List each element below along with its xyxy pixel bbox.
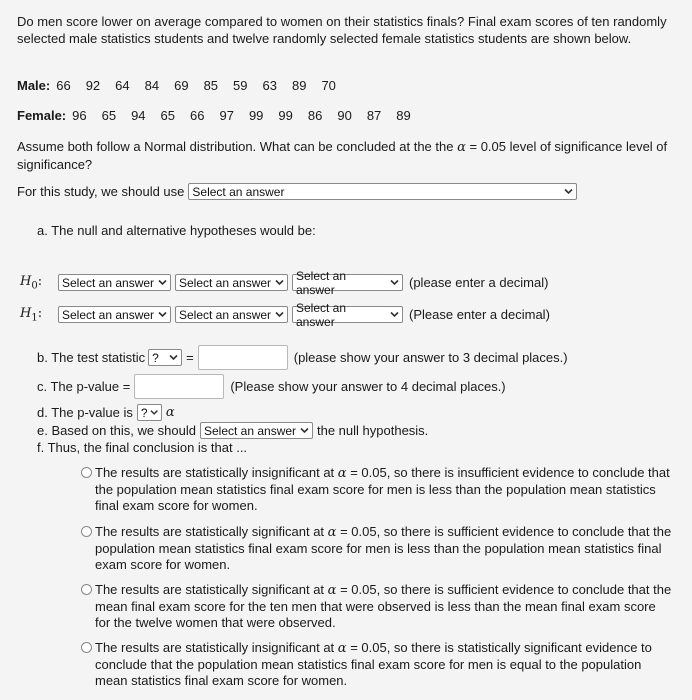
- chevron-down-icon: [169, 354, 178, 361]
- female-label: Female:: [17, 108, 67, 123]
- score-value: 89: [291, 78, 307, 93]
- p-value-input[interactable]: [134, 374, 224, 399]
- conclusion-option-3[interactable]: The results are statistically significant at α = 0.05, so there is sufficient evidence to conclude that the mean final exam score for the ten men that were observed is less than the mean final exam score for the twelve women that were observed.: [81, 582, 673, 631]
- h1-value-select[interactable]: Select an answer: [292, 306, 403, 323]
- chevron-down-icon: [390, 311, 399, 318]
- score-value: 99: [248, 108, 264, 123]
- null-hypothesis-row: [20, 268, 549, 297]
- h0-parameter-select[interactable]: Select an answer: [58, 274, 171, 291]
- h0-symbol: $H_0$:: [20, 274, 43, 292]
- chevron-down-icon: [275, 311, 284, 318]
- conclusion-option-1[interactable]: The results are statistically insignificant at α = 0.05, so there is insufficient evidence to conclude that the population mean statistics final exam score for men is less than the population mean statistics final exam score for women.: [81, 465, 673, 514]
- h1-note: (Please enter a decimal): [409, 307, 550, 323]
- part-c-label: c. The p-value =: [37, 379, 131, 394]
- score-value: 87: [366, 108, 382, 123]
- alternative-hypothesis-row: [20, 300, 550, 329]
- score-value: 97: [219, 108, 234, 123]
- conclusion-option-2[interactable]: The results are statistically significant at α = 0.05, so there is sufficient evidence to conclude that the population mean statistics final exam score for men is less than the population mean statistics final exam score for women.: [81, 524, 673, 573]
- h0-value-select[interactable]: Select an answer: [292, 274, 403, 291]
- part-e-label: e. Based on this, we should: [37, 423, 196, 438]
- radio-button[interactable]: [81, 526, 92, 537]
- chevron-down-icon: [275, 279, 284, 286]
- h0-note: (please enter a decimal): [409, 275, 549, 291]
- male-label: Male:: [17, 78, 51, 93]
- chevron-down-icon: [150, 409, 158, 416]
- male-scores-row: [17, 78, 351, 93]
- score-value: 84: [144, 78, 160, 93]
- male-scores: [56, 78, 351, 93]
- score-value: 66: [190, 108, 205, 123]
- score-value: 85: [203, 78, 219, 93]
- question-intro: Do men score lower on average compared to women on their statistics finals? Final exam scores of ten randomly selected male statistics students and twelve randomly selected female statistics students are shown below.: [17, 14, 667, 46]
- score-value: 90: [337, 108, 352, 123]
- score-value: 89: [396, 108, 411, 123]
- study-label: For this study, we should use: [17, 184, 185, 199]
- study-type-select[interactable]: Select an answer: [188, 183, 577, 200]
- radio-button[interactable]: [81, 642, 92, 653]
- score-value: 65: [160, 108, 176, 123]
- alpha-symbol: α: [165, 405, 175, 420]
- score-value: 66: [56, 78, 71, 93]
- female-scores: [72, 108, 426, 123]
- score-value: 86: [307, 108, 323, 123]
- part-e-row: e. Based on this, we should Select an answer the null hypothesis.: [37, 423, 429, 438]
- h0-operator-select[interactable]: Select an answer: [175, 274, 288, 291]
- chevron-down-icon: [158, 311, 167, 318]
- chevron-down-icon: [390, 279, 399, 286]
- test-statistic-select[interactable]: ?: [148, 349, 182, 366]
- radio-button[interactable]: [81, 467, 92, 478]
- score-value: 69: [174, 78, 189, 93]
- score-value: 63: [262, 78, 277, 93]
- radio-button[interactable]: [81, 584, 92, 595]
- test-statistic-input[interactable]: [198, 345, 288, 370]
- chevron-down-icon: [564, 188, 573, 195]
- part-c-note: (Please show your answer to 4 decimal places.): [230, 379, 506, 394]
- score-value: 92: [85, 78, 101, 93]
- part-a-label: a. The null and alternative hypotheses would be:: [37, 223, 316, 238]
- score-value: 64: [115, 78, 130, 93]
- h1-parameter-select[interactable]: Select an answer: [58, 306, 171, 323]
- chevron-down-icon: [300, 427, 309, 434]
- part-b-row: b. The test statistic ? = (please show your answer to 3 decimal places.): [37, 345, 568, 370]
- conclusion-option-4[interactable]: The results are statistically insignificant at α = 0.05, so there is statistically significant evidence to conclude that the population mean statistics final exam score for men is equal to the population mean statistics final exam score for women.: [81, 640, 673, 689]
- part-b-label: b. The test statistic: [37, 350, 146, 365]
- female-scores-row: [17, 108, 426, 123]
- h1-symbol: $H_1$:: [20, 306, 43, 324]
- h1-operator-select[interactable]: Select an answer: [175, 306, 288, 323]
- score-value: 65: [101, 108, 117, 123]
- part-c-row: [37, 374, 506, 399]
- score-value: 70: [321, 78, 336, 93]
- decision-select[interactable]: Select an answer: [200, 422, 313, 439]
- part-d-label: d. The p-value is: [37, 405, 133, 420]
- alpha-symbol: α: [457, 140, 466, 155]
- p-value-comparison-select[interactable]: ?: [137, 404, 162, 421]
- score-value: 59: [233, 78, 248, 93]
- part-d-row: [37, 404, 175, 421]
- chevron-down-icon: [158, 279, 167, 286]
- score-value: 99: [278, 108, 293, 123]
- part-b-note: (please show your answer to 3 decimal places.): [293, 350, 568, 365]
- assumption-text: Assume both follow a Normal distribution. What can be concluded at the the α = 0.05 level of significance level of significance?: [17, 139, 668, 172]
- score-value: 94: [131, 108, 146, 123]
- study-type-row: [17, 183, 577, 200]
- part-f-label: f. Thus, the final conclusion is that ...: [37, 440, 248, 455]
- score-value: 96: [72, 108, 87, 123]
